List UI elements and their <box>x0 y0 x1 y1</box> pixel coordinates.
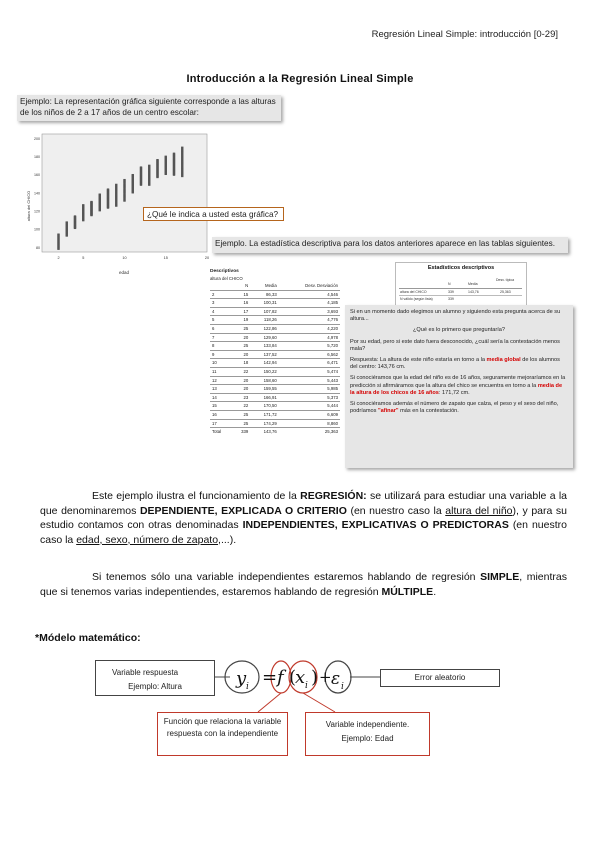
formula-f: f <box>277 667 284 688</box>
desc-table-cell: 16 <box>232 299 251 308</box>
desc-table-cell: 166,91 <box>250 393 278 402</box>
formula-x-sub: i <box>305 681 308 691</box>
desc-table-cell: 6,471 <box>279 359 340 368</box>
desc-table-row <box>210 376 340 385</box>
stats-header-sd: Desv. típica <box>496 278 515 282</box>
desc-table-cell: 5,720 <box>279 342 340 351</box>
x-tick-label: 5 <box>82 256 85 260</box>
scatter-plot <box>22 128 212 278</box>
desc-table-cell: 8,860 <box>279 419 340 428</box>
formula-y-sub: i <box>246 682 249 692</box>
x-tick-label: 10 <box>122 256 127 260</box>
paragraph-regresion: Este ejemplo ilustra el funcionamiento de la REGRESIÓN: se utilizará para estudiar una variable a la que denominaremos DEPENDIENTE, EXPLICADA O CRITERIO (en nuestro caso la altura del niño), y para su estudio contamos con otras denominadas INDEPENDIENTES, EXPLICATIVAS O PREDICTORAS (en nuestro caso la edad, sexo, número de zapato,...). <box>40 490 568 546</box>
desc-table-cell: 5,444 <box>279 402 340 411</box>
desc-table-cell: 20 <box>232 350 251 359</box>
desc-table-cell: 5,443 <box>279 376 340 385</box>
desc-table-cell: 17 <box>232 307 251 316</box>
desc-table-cell: Total <box>210 428 232 436</box>
desc-table-row <box>210 402 340 411</box>
descriptive-table <box>210 268 340 436</box>
stats-header-n: N <box>448 282 451 286</box>
formula-open: ( <box>289 667 297 688</box>
desc-table-cell: 3 <box>210 299 232 308</box>
scatter-point <box>90 201 92 203</box>
response-example: Ejemplo: Altura <box>128 682 182 691</box>
formula-eq: = <box>262 667 278 688</box>
desc-table-title: Descriptivos <box>210 269 239 274</box>
desc-table-cell: 142,94 <box>250 359 278 368</box>
formula-epsilon-sub: i <box>341 682 344 692</box>
desc-table-cell: 158,60 <box>250 376 278 385</box>
desc-table-cell: 7 <box>210 333 232 342</box>
question-callout: ¿Qué le indica a usted esta gráfica? <box>143 207 284 221</box>
student-p3: Por su edad, pero si este dato fuera desconocido, ¿cuál sería la contestación menos mala? <box>350 338 560 352</box>
desc-table-cell: 3,693 <box>279 307 340 316</box>
desc-table-row <box>210 419 340 428</box>
scatter-point <box>74 215 76 217</box>
desc-table-cell: 23 <box>232 393 251 402</box>
independent-label: Variable independiente. <box>325 720 410 729</box>
desc-table-cell: 25 <box>232 410 251 419</box>
desc-table-cell: 20 <box>232 385 251 394</box>
afinar-highlight: "afinar" <box>377 408 399 415</box>
desc-table-cell: 4,185 <box>279 299 340 308</box>
desc-table-row <box>210 290 340 299</box>
desc-table-cell: 15 <box>210 402 232 411</box>
scatter-point <box>140 166 142 168</box>
desc-table-cell: 5,474 <box>279 367 340 376</box>
desc-table-cell: 6,562 <box>279 350 340 359</box>
stats-valid-n: 339 <box>448 297 454 301</box>
desc-table-cell: 25 <box>232 419 251 428</box>
y-tick-label: 100 <box>34 227 40 232</box>
x-tick-label: 2 <box>57 256 60 260</box>
desc-table-row <box>210 359 340 368</box>
desc-table-row <box>210 307 340 316</box>
desc-table-cell: 15 <box>232 290 251 299</box>
desc-table-row <box>210 367 340 376</box>
response-variable-box <box>95 660 215 696</box>
desc-table-cell: 4,220 <box>279 324 340 333</box>
desc-table-cell: 133,84 <box>250 342 278 351</box>
scatter-point <box>123 179 125 181</box>
desc-table-cell: 171,72 <box>250 410 278 419</box>
desc-table-row <box>210 342 340 351</box>
desc-table-cell: 86,33 <box>250 290 278 299</box>
desc-table-cell: 25 <box>232 324 251 333</box>
desc-table-subtitle: altura del CHICO <box>210 276 243 281</box>
desc-table-cell: 174,29 <box>250 419 278 428</box>
global-mean-highlight: media global <box>486 357 521 364</box>
student-p6: Si conociéramos además el número de zapato que calza, el peso y el sexo del niño, podríamos "afinar" más en la contestación. <box>350 401 559 415</box>
desc-table-cell: 6,609 <box>279 410 340 419</box>
desc-table-cell: 16 <box>210 410 232 419</box>
stats-valid-label: N válido (según lista) <box>400 297 433 301</box>
student-question-box <box>345 305 573 468</box>
desc-table-cell: 20 <box>232 333 251 342</box>
scatter-point <box>173 153 175 155</box>
scatter-point <box>132 174 134 176</box>
desc-table-row <box>210 410 340 419</box>
y-tick-label: 200 <box>34 136 40 141</box>
desc-table-cell: 5,373 <box>279 393 340 402</box>
desc-table-cell: 6 <box>210 324 232 333</box>
scatter-point <box>107 188 109 190</box>
error-box: Error aleatorio <box>380 669 500 687</box>
desc-table-cell: 18 <box>232 359 251 368</box>
x-tick-label: 20 <box>204 256 210 260</box>
desc-table-cell: 22 <box>232 367 251 376</box>
y-tick-label: 160 <box>34 173 40 178</box>
desc-table-cell: 4 <box>210 307 232 316</box>
desc-table-cell: 4,546 <box>279 290 340 299</box>
student-p2: ¿Qué es lo primero que preguntaría? <box>412 327 506 334</box>
scatter-point <box>82 204 84 206</box>
desc-table-cell: 25,363 <box>279 428 340 436</box>
desc-table-cell: 20 <box>232 376 251 385</box>
scatter-point <box>99 194 101 196</box>
student-p5: Si conociéramos que la edad del niño es de 16 años, seguramente mejoraríamos en la predicción si afirmáramos que la altura del chico se encuentra en torno a la media de la altura de los chicos de 16 años: 171,72 cm. <box>350 375 566 396</box>
scatter-point <box>66 221 68 223</box>
stats-row-n: 339 <box>448 290 454 294</box>
desc-header-cell: Desv. Desviación <box>305 283 338 288</box>
desc-table-row <box>210 428 340 436</box>
descriptive-callout: Ejemplo. La estadística descriptiva para los datos anteriores aparece en las tablas siguientes. <box>212 237 568 253</box>
desc-table-cell: 122,86 <box>250 324 278 333</box>
desc-table-row <box>210 350 340 359</box>
desc-table-cell: 11 <box>210 367 232 376</box>
scatter-point <box>148 165 150 167</box>
desc-table-cell: 129,60 <box>250 333 278 342</box>
desc-table-cell: 137,52 <box>250 350 278 359</box>
model-heading: *Módelo matemático: <box>35 632 141 644</box>
response-label: Variable respuesta <box>112 668 179 677</box>
independent-variable-box <box>305 712 430 756</box>
formula-y: y <box>236 668 247 689</box>
y-tick-label: 120 <box>34 209 40 214</box>
scatter-point <box>57 233 59 235</box>
x-tick-label: 15 <box>163 256 168 260</box>
scatter-point <box>115 184 117 186</box>
desc-table-cell: 10 <box>210 359 232 368</box>
desc-table-cell: 170,50 <box>250 402 278 411</box>
stats-box <box>395 262 527 306</box>
desc-table-cell: 14 <box>210 393 232 402</box>
stats-title: Estadísticos descriptivos <box>427 265 495 271</box>
desc-table-cell: 25 <box>232 342 251 351</box>
desc-table-cell: 4,776 <box>279 316 340 325</box>
document-title: Introducción a la Regresión Lineal Simple <box>186 73 414 85</box>
y-tick-label: 180 <box>34 154 40 159</box>
scatter-point <box>181 147 183 149</box>
formula-x: x <box>295 667 306 688</box>
formula-epsilon: ε <box>331 669 341 689</box>
desc-table-cell: 339 <box>232 428 251 436</box>
desc-table-cell: 100,31 <box>250 299 278 308</box>
model-diagram <box>0 650 600 770</box>
desc-table-header <box>210 282 340 290</box>
y-tick-label: 80 <box>36 245 40 250</box>
desc-header-cell: Media <box>265 283 277 288</box>
paragraph-simple-multiple: Si tenemos sólo una variable independientes estaremos hablando de regresión SIMPLE, mientras que si tenemos varias indepentiendes, estaremos hablando de regresión MÚLTIPLE. <box>40 571 567 598</box>
x-axis-label: edad <box>118 270 130 275</box>
desc-table-cell: 19 <box>232 316 251 325</box>
y-tick-label: 140 <box>34 191 40 196</box>
formula-close: ) <box>311 667 319 688</box>
desc-table-cell: 118,26 <box>250 316 278 325</box>
y-axis-label: altura del CHICO <box>26 190 31 222</box>
student-p1: Si en un momento dado elegimos un alumno y siguiendo esta pregunta acerca de su altura... <box>350 309 561 323</box>
desc-table-cell: 150,22 <box>250 367 278 376</box>
scatter-point <box>165 156 167 158</box>
desc-table-cell: 159,55 <box>250 385 278 394</box>
desc-table-row <box>210 393 340 402</box>
stats-row-sd: 25,363 <box>500 290 511 294</box>
desc-table-cell: 107,82 <box>250 307 278 316</box>
desc-table-row <box>210 385 340 394</box>
desc-table-cell: 5,985 <box>279 385 340 394</box>
stats-header-mean: Media <box>468 282 478 286</box>
desc-header-cell: N <box>245 283 249 288</box>
desc-table-cell: 4,978 <box>279 333 340 342</box>
age-mean-highlight: media de la altura de los chicos de 16 años <box>350 382 563 396</box>
desc-table-cell: 2 <box>210 290 232 299</box>
desc-table-cell: 9 <box>210 350 232 359</box>
desc-table-cell: 8 <box>210 342 232 351</box>
desc-table-row <box>210 333 340 342</box>
desc-header-cell <box>210 282 232 290</box>
stats-row-mean: 143,76 <box>468 290 479 294</box>
desc-table-cell: 22 <box>232 402 251 411</box>
desc-table-row <box>210 316 340 325</box>
formula-plus: + <box>319 668 332 686</box>
scatter-point <box>156 159 158 161</box>
student-p4: Respuesta: La altura de este niño estaría en torno a la media global de los alumnos del centro: 143,76 cm. <box>350 357 560 371</box>
desc-table-cell: 5 <box>210 316 232 325</box>
function-box: Función que relaciona la variable respuesta con la independiente <box>157 712 288 756</box>
desc-table-cell: 17 <box>210 419 232 428</box>
stats-row-label: altura del CHICO <box>400 290 427 294</box>
desc-table-row <box>210 324 340 333</box>
independent-example: Ejemplo: Edad <box>341 734 394 743</box>
desc-table-cell: 13 <box>210 385 232 394</box>
page-header: Regresión Lineal Simple: introducción [0-29] <box>371 29 558 40</box>
desc-table-cell: 12 <box>210 376 232 385</box>
desc-table-cell: 143,76 <box>250 428 278 436</box>
desc-table-row <box>210 299 340 308</box>
intro-callout: Ejemplo: La representación gráfica siguiente corresponde a las alturas de los niños de 2 a 17 años de un centro escolar: <box>17 95 281 121</box>
